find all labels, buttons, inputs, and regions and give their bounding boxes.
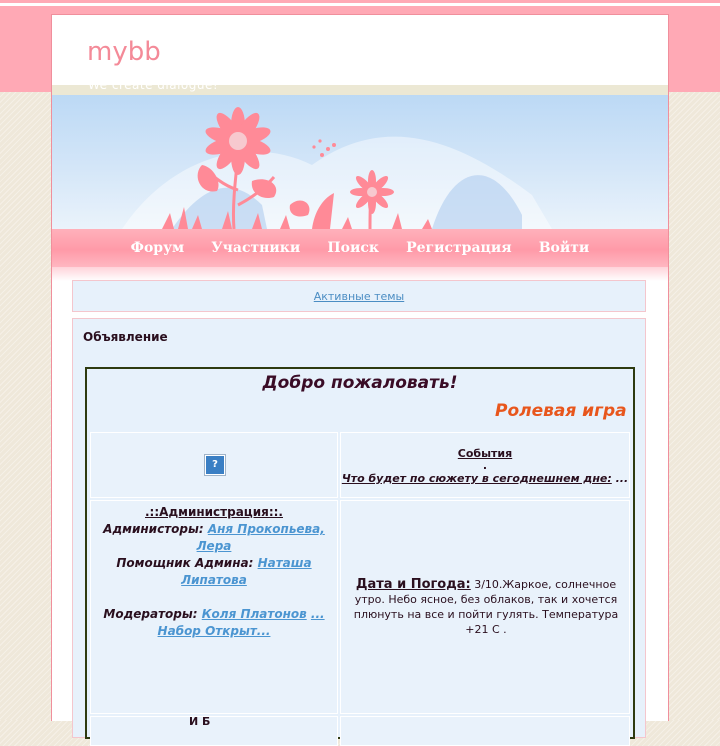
recruit-row [91,623,337,640]
admins-label: Администоры: [103,522,204,536]
nav-shadow [52,267,668,281]
events-title: События [457,447,513,460]
image-cell [90,432,338,498]
admin-spacer [91,589,337,606]
footer-cell-left [90,716,338,746]
helper-row [91,555,337,589]
top-stripe [0,3,720,6]
events-question: Что будет по сюжету в сегоднешнем дне: [341,472,612,485]
announcement-frame [85,367,635,739]
admins-row [91,521,337,555]
site-header [52,15,668,95]
administration-heading: .::Администрация::. [145,505,283,519]
helper-link[interactable]: Наташа Липатова [181,556,312,587]
flower-banner [52,95,668,229]
mods-row [91,606,337,623]
admins-link[interactable]: Аня Прокопьева, Лера [196,522,325,553]
events-dot: . [482,459,488,472]
site-logo[interactable]: mybb [87,37,161,67]
events-question-line [341,472,629,485]
page-container [51,14,669,728]
events-cell [340,432,630,498]
nav-search[interactable]: Поиск [327,240,379,256]
weather-label: Дата и Погода: [355,577,471,592]
mods-link[interactable]: Коля Платонов [201,607,307,621]
recruit-link[interactable]: Набор Открыт... [157,624,271,638]
announcement-title: Объявление [83,330,168,344]
nav-members[interactable]: Участники [211,240,301,256]
mods-label: Модераторы: [103,607,198,621]
active-topics-link[interactable]: Активные темы [313,290,405,303]
announcement-box [72,318,646,738]
mods-more-link[interactable]: ... [310,607,325,621]
events-more[interactable]: ... [615,472,629,485]
scrolling-marquee: Ролевая игра [495,401,627,421]
footer-cell-right [340,716,630,746]
nav-forum[interactable]: Форум [130,240,185,256]
weather-text: 3/10.Жаркое, солнечное утро. Небо ясное, без облаков, так и хочется плюнуть на все и пойти гулять. Температура +21 С . [353,578,619,636]
welcome-heading: Добро пожаловать! [262,373,458,393]
helper-label: Помощник Админа: [116,556,254,570]
weather-block [349,577,623,637]
active-topics-box [72,280,646,312]
weather-cell [340,500,630,714]
nav-register[interactable]: Регистрация [406,240,512,256]
administration-block [91,504,337,640]
footer-partial-text: И Б [189,715,211,728]
administration-cell [90,500,338,714]
broken-image-icon[interactable]: ? [205,455,225,475]
main-nav [52,229,668,267]
flower-illustration [52,95,668,229]
site-tagline: We create dialogue! [88,78,219,92]
nav-login[interactable]: Войти [538,240,590,256]
